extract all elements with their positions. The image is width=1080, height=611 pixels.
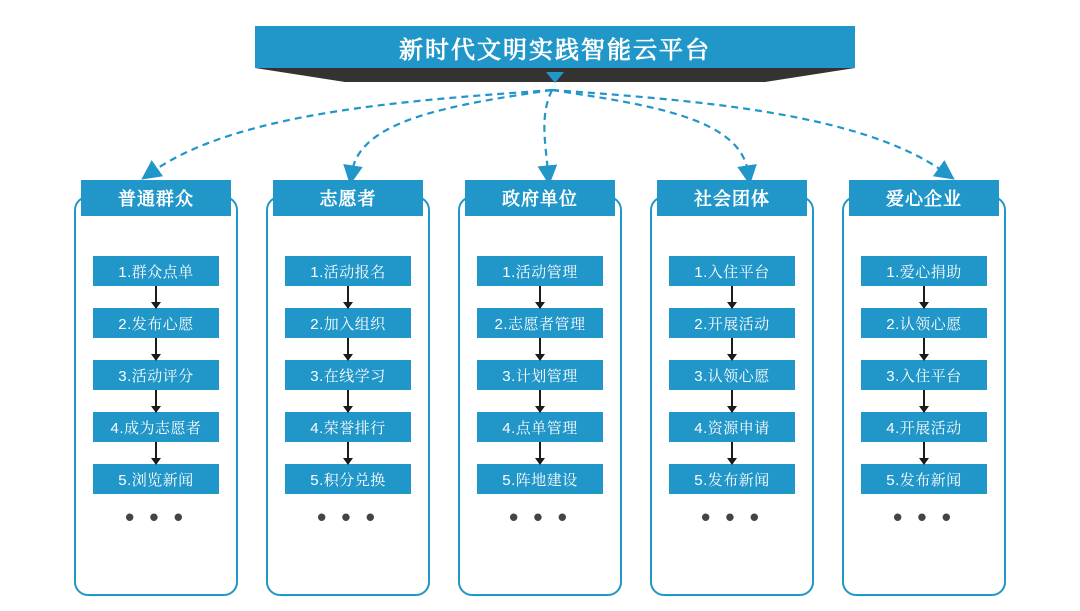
- role-item-label: 1.活动报名: [310, 263, 386, 281]
- role-columns: [0, 189, 1080, 596]
- down-arrow-icon: [731, 442, 733, 464]
- role-item-label: 4.开展活动: [886, 419, 962, 437]
- role-item[interactable]: [285, 256, 411, 286]
- down-arrow-icon: [923, 442, 925, 464]
- role-item-label: 2.认领心愿: [886, 315, 962, 333]
- down-arrow-icon: [539, 390, 541, 412]
- role-item[interactable]: [285, 412, 411, 442]
- role-item-label: 4.荣誉排行: [310, 419, 386, 437]
- role-item[interactable]: [477, 308, 603, 338]
- more-ellipsis: • • •: [701, 502, 763, 532]
- role-item[interactable]: [861, 360, 987, 390]
- role-header-label: 社会团体: [694, 189, 770, 209]
- role-item[interactable]: [285, 464, 411, 494]
- connector-to-col-3: [544, 90, 552, 172]
- role-item-label: 3.在线学习: [310, 367, 386, 385]
- connector-to-col-4: [552, 90, 748, 172]
- role-item-label: 1.群众点单: [118, 263, 194, 281]
- title-down-arrow-icon: [546, 72, 564, 83]
- down-arrow-icon: [539, 442, 541, 464]
- role-items-5: [844, 256, 1004, 532]
- role-item[interactable]: [93, 412, 219, 442]
- role-item-label: 3.入住平台: [886, 367, 962, 385]
- role-header-label: 志愿者: [319, 189, 377, 209]
- role-item-label: 1.入住平台: [694, 263, 770, 281]
- down-arrow-icon: [155, 390, 157, 412]
- role-header-label: 政府单位: [502, 189, 578, 209]
- role-header-4[interactable]: [657, 180, 807, 216]
- more-ellipsis: • • •: [317, 502, 379, 532]
- page-title: 新时代文明实践智能云平台: [399, 36, 711, 64]
- role-item-label: 5.阵地建设: [502, 471, 578, 489]
- role-item[interactable]: [861, 308, 987, 338]
- down-arrow-icon: [347, 442, 349, 464]
- more-ellipsis: • • •: [125, 502, 187, 532]
- down-arrow-icon: [155, 338, 157, 360]
- down-arrow-icon: [731, 286, 733, 308]
- role-item[interactable]: [285, 308, 411, 338]
- down-arrow-icon: [923, 338, 925, 360]
- role-item-label: 3.认领心愿: [694, 367, 770, 385]
- role-item[interactable]: [669, 308, 795, 338]
- role-column-2: [266, 189, 430, 596]
- connector-to-col-5: [552, 90, 944, 172]
- role-item[interactable]: [93, 464, 219, 494]
- role-item[interactable]: [669, 464, 795, 494]
- role-item-label: 4.资源申请: [694, 419, 770, 437]
- role-item-label: 3.活动评分: [118, 367, 194, 385]
- role-item-label: 5.浏览新闻: [118, 471, 194, 489]
- platform-title-banner: [255, 26, 855, 68]
- role-item[interactable]: [93, 360, 219, 390]
- role-item[interactable]: [93, 308, 219, 338]
- role-item-label: 2.加入组织: [310, 315, 386, 333]
- connector-to-col-2: [352, 90, 552, 172]
- down-arrow-icon: [539, 286, 541, 308]
- role-header-1[interactable]: [81, 180, 231, 216]
- role-column-5: [842, 189, 1006, 596]
- role-items-1: [76, 256, 236, 532]
- down-arrow-icon: [923, 390, 925, 412]
- down-arrow-icon: [731, 390, 733, 412]
- role-item[interactable]: [93, 256, 219, 286]
- role-item[interactable]: [861, 256, 987, 286]
- down-arrow-icon: [923, 286, 925, 308]
- role-item-label: 1.活动管理: [502, 263, 578, 281]
- role-header-3[interactable]: [465, 180, 615, 216]
- role-item-label: 1.爱心捐助: [886, 263, 962, 281]
- role-item[interactable]: [285, 360, 411, 390]
- role-item-label: 2.发布心愿: [118, 315, 194, 333]
- role-item[interactable]: [669, 256, 795, 286]
- role-column-3: [458, 189, 622, 596]
- connector-to-col-1: [152, 90, 552, 172]
- role-item-label: 5.发布新闻: [886, 471, 962, 489]
- down-arrow-icon: [155, 442, 157, 464]
- role-header-5[interactable]: [849, 180, 999, 216]
- role-item[interactable]: [477, 256, 603, 286]
- down-arrow-icon: [347, 390, 349, 412]
- more-ellipsis: • • •: [893, 502, 955, 532]
- role-item-label: 5.积分兑换: [310, 471, 386, 489]
- role-column-1: [74, 189, 238, 596]
- role-item-label: 3.计划管理: [502, 367, 578, 385]
- down-arrow-icon: [347, 338, 349, 360]
- role-item[interactable]: [477, 412, 603, 442]
- role-item-label: 4.成为志愿者: [110, 419, 202, 437]
- role-item[interactable]: [669, 412, 795, 442]
- role-header-label: 普通群众: [118, 189, 194, 209]
- role-item-label: 2.志愿者管理: [494, 315, 586, 333]
- role-item[interactable]: [669, 360, 795, 390]
- more-ellipsis: • • •: [509, 502, 571, 532]
- role-items-2: [268, 256, 428, 532]
- role-item[interactable]: [477, 464, 603, 494]
- down-arrow-icon: [155, 286, 157, 308]
- role-header-2[interactable]: [273, 180, 423, 216]
- role-item[interactable]: [861, 464, 987, 494]
- role-item-label: 4.点单管理: [502, 419, 578, 437]
- down-arrow-icon: [347, 286, 349, 308]
- down-arrow-icon: [731, 338, 733, 360]
- role-item-label: 5.发布新闻: [694, 471, 770, 489]
- role-column-4: [650, 189, 814, 596]
- role-header-label: 爱心企业: [886, 189, 962, 209]
- role-item-label: 2.开展活动: [694, 315, 770, 333]
- role-item[interactable]: [477, 360, 603, 390]
- role-items-4: [652, 256, 812, 532]
- down-arrow-icon: [539, 338, 541, 360]
- role-item[interactable]: [861, 412, 987, 442]
- role-items-3: [460, 256, 620, 532]
